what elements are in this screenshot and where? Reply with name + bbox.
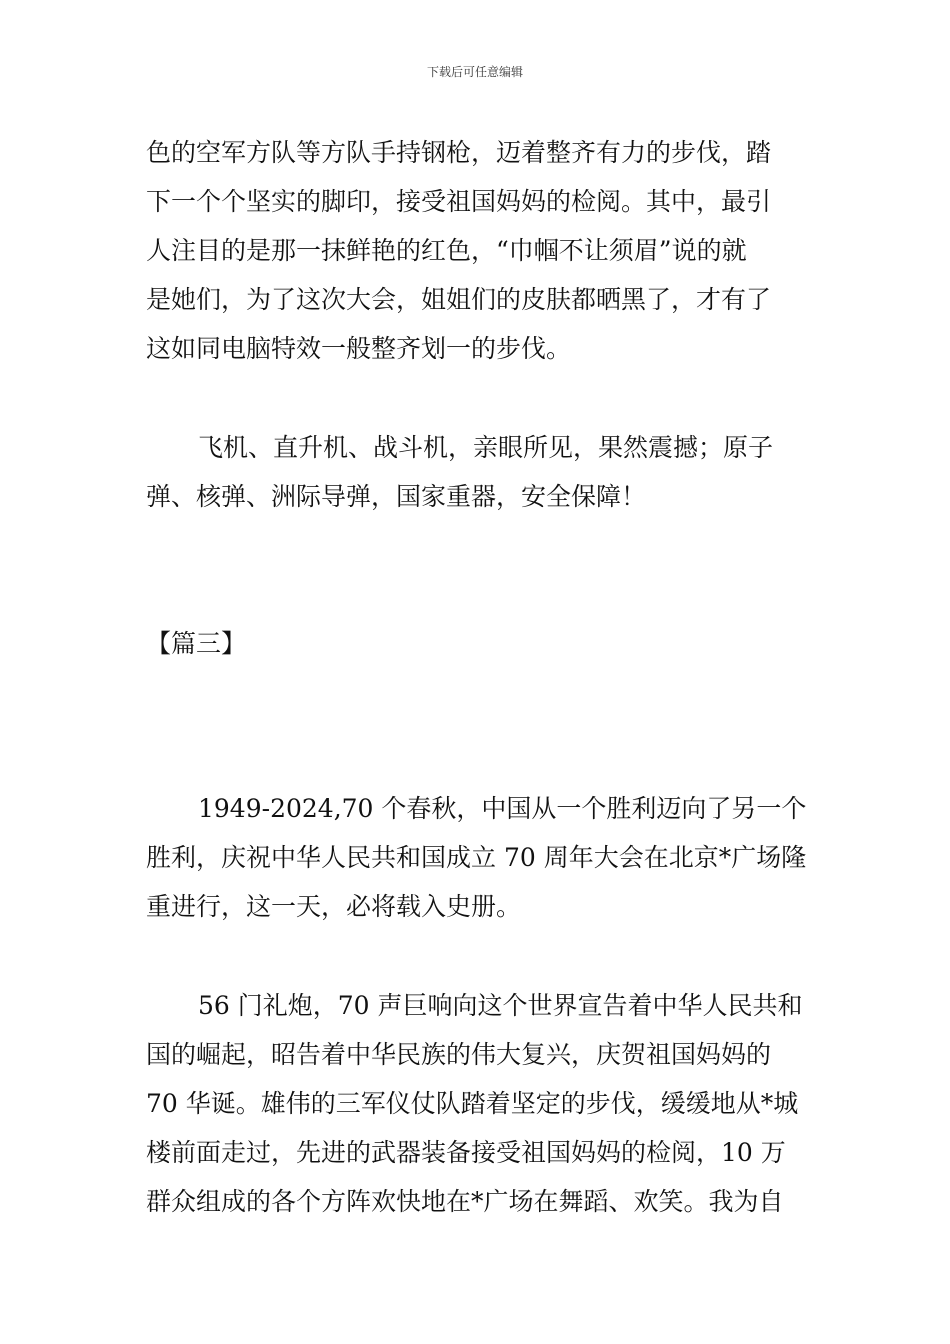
text-line: 下一个个坚实的脚印，接受祖国妈妈的检阅。其中，最引 <box>146 187 772 216</box>
text-line: 70 华诞。雄伟的三军仪仗队踏着坚定的步伐，缓缓地从*城 <box>146 1089 799 1118</box>
paragraph-spacer <box>146 931 806 981</box>
text-line: 飞机、直升机、战斗机，亲眼所见，果然震撼；原子 <box>198 433 774 462</box>
paragraph-spacer <box>146 668 806 784</box>
text-line: 56 门礼炮，70 声巨响向这个世界宣告着中华人民共和 <box>198 991 803 1020</box>
text-line: 人注目的是那一抹鲜艳的红色，“巾帼不让须眉”说的就 <box>146 236 747 265</box>
paragraph-4 <box>146 981 806 1226</box>
text-line: 色的空军方队等方队手持钢枪，迈着整齐有力的步伐，踏 <box>146 138 772 167</box>
paragraph-1 <box>146 128 806 373</box>
text-line: 群众组成的各个方阵欢快地在*广场在舞蹈、欢笑。我为自 <box>146 1187 784 1216</box>
paragraph-2 <box>146 423 806 521</box>
text-line: 弹、核弹、洲际导弹，国家重器，安全保障！ <box>146 482 647 511</box>
paragraph-3 <box>146 784 806 931</box>
document-body <box>146 128 806 1226</box>
text-line: 楼前面走过，先进的武器装备接受祖国妈妈的检阅，10 万 <box>146 1138 786 1167</box>
paragraph-spacer <box>146 373 806 423</box>
text-line: 是她们，为了这次大会，姐姐们的皮肤都晒黑了，才有了 <box>146 285 772 314</box>
text-line: 胜利，庆祝中华人民共和国成立 70 周年大会在北京*广场隆 <box>146 843 807 872</box>
text-line: 国的崛起，昭告着中华民族的伟大复兴，庆贺祖国妈妈的 <box>146 1040 772 1069</box>
page-header-note: 下载后可任意编辑 <box>426 65 523 79</box>
text-line: 这如同电脑特效一般整齐划一的步伐。 <box>146 334 572 363</box>
text-line: 重进行，这一天，必将载入史册。 <box>146 892 522 921</box>
section-heading: 【篇三】 <box>146 629 247 658</box>
text-line: 1949-2024,70 个春秋，中国从一个胜利迈向了另一个 <box>198 794 807 823</box>
paragraph-spacer <box>146 521 806 619</box>
